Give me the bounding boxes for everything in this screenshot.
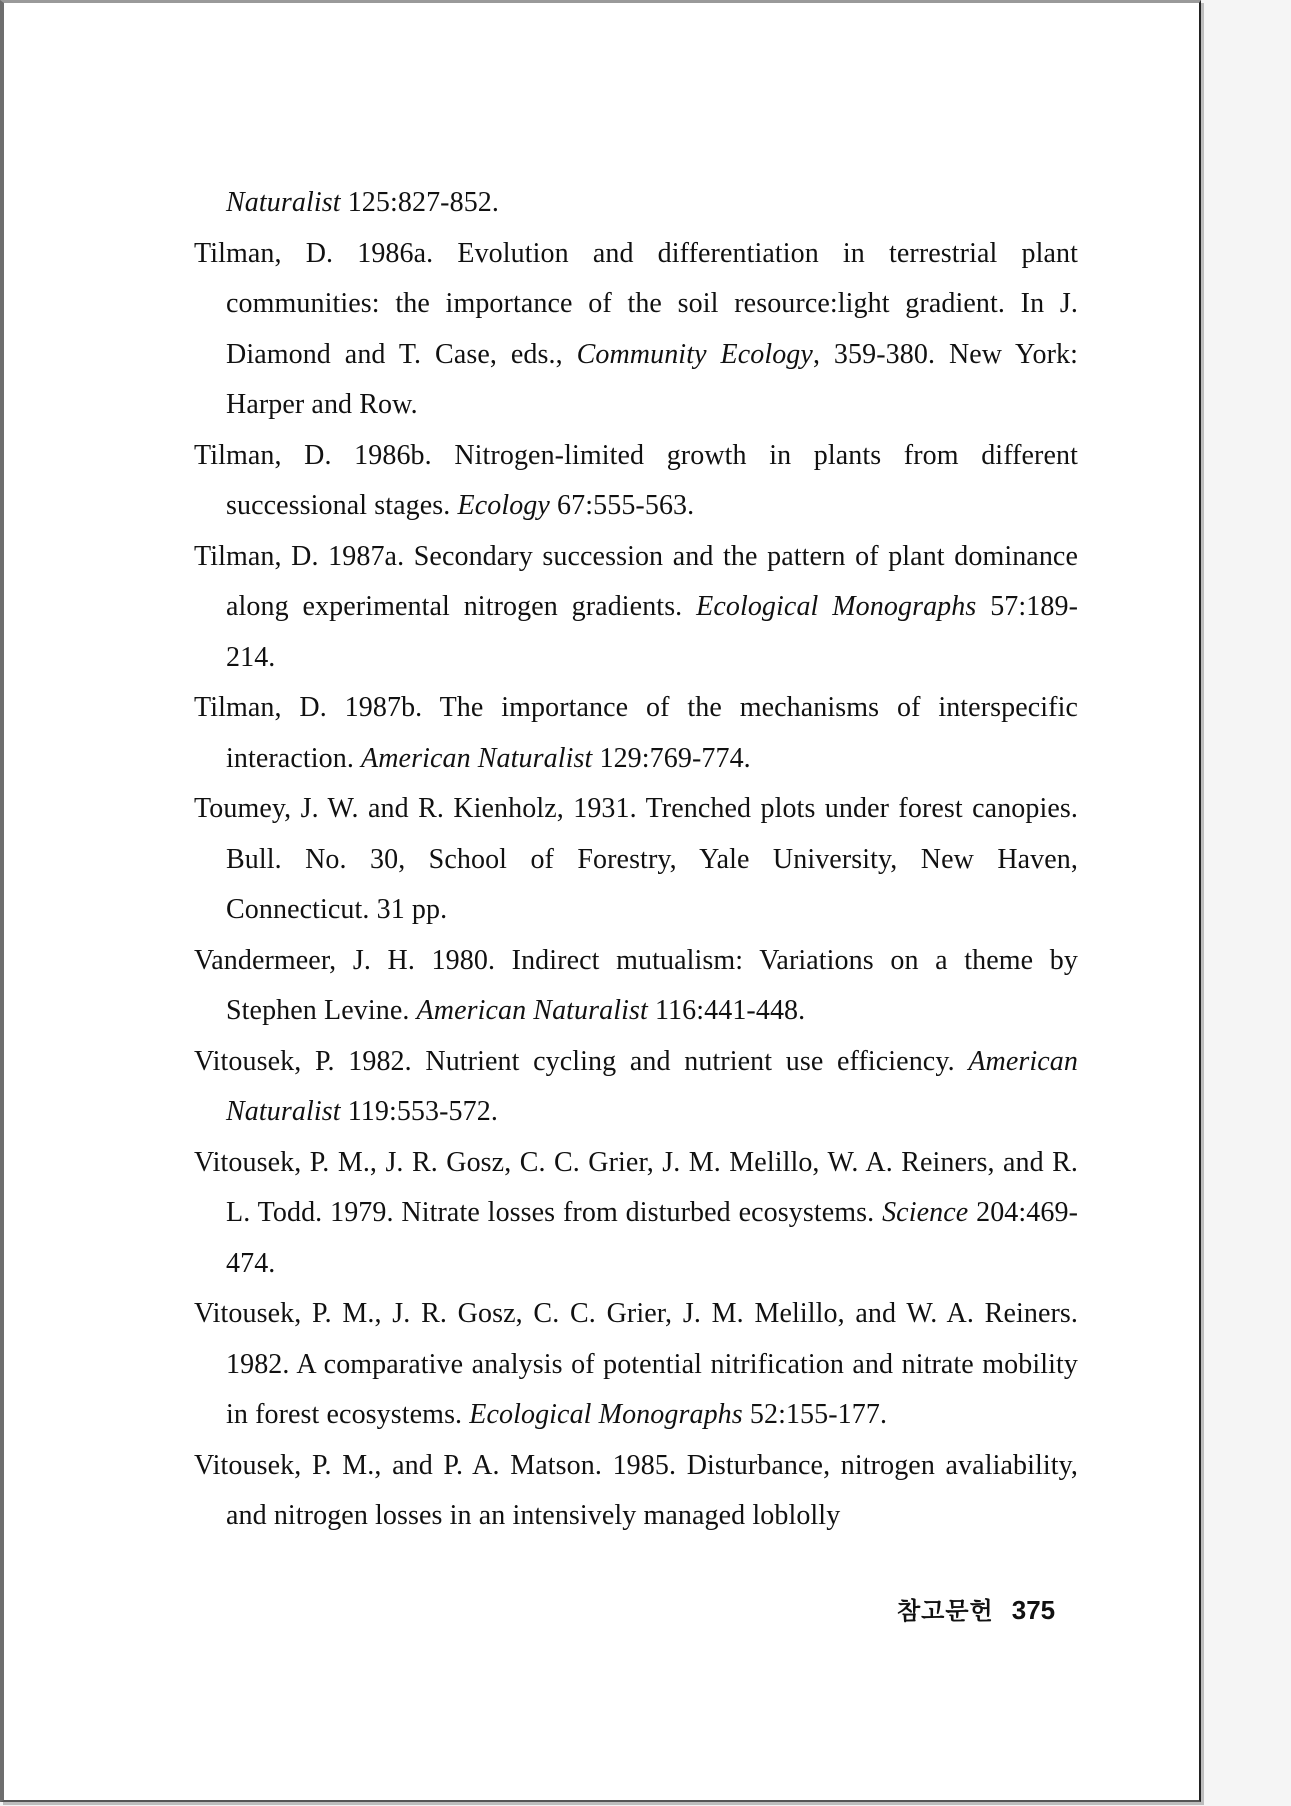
reference-entry <box>194 229 1078 431</box>
page-footer <box>897 1591 1055 1626</box>
running-footer-title: 참고문헌 <box>897 1597 994 1625</box>
reference-entry <box>194 532 1078 684</box>
reference-text: , 359-380. New York: Harper and Row. <box>226 338 1078 420</box>
reference-entry <box>194 1441 1078 1542</box>
reference-text: Tilman, D. 1987a. Secondary succession and the pattern of plant dominance along experimental nitrogen gradients. <box>194 540 1078 622</box>
reference-text: Vandermeer, J. H. 1980. Indirect mutualism: Variations on a theme by Stephen Levine. <box>194 944 1078 1026</box>
reference-text: 52:155-177. <box>742 1399 888 1430</box>
reference-source-title: American Naturalist <box>416 995 648 1026</box>
reference-text: Vitousek, P. M., J. R. Gosz, C. C. Grier, J. M. Melillo, W. A. Reiners, and R. L. Todd. 1979. Nitrate losses from disturbed ecosystems. <box>194 1146 1078 1228</box>
reference-source-title: Community Ecology <box>576 338 813 370</box>
reference-source-title: Naturalist <box>226 187 341 218</box>
reference-entry <box>194 1289 1078 1441</box>
reference-text: Tilman, D. 1986a. Evolution and differentiation in terrestrial plant communities: the importance of the soil resource:light gradient. In J. Diamond and T. Case, eds., <box>194 237 1078 370</box>
reference-entry <box>194 683 1078 784</box>
reference-text: 204:469-474. <box>226 1197 1078 1279</box>
reference-entry <box>194 784 1078 936</box>
reference-text: 116:441-448. <box>647 995 806 1026</box>
reference-source-title: Science <box>882 1197 969 1228</box>
reference-source-title: Ecology <box>457 490 550 521</box>
reference-text: 129:769-774. <box>592 742 751 774</box>
page-number: 375 <box>1011 1595 1056 1625</box>
reference-source-title: Ecological Monographs <box>469 1399 743 1430</box>
reference-text: 119:553-572. <box>340 1096 498 1127</box>
reference-source-title: American Naturalist <box>361 742 593 774</box>
reference-text: Vitousek, P. M., J. R. Gosz, C. C. Grier, J. M. Melillo, and W. A. Reiners. 1982. A comparative analysis of potential nitrification and nitrate mobility in forest ecosystems. <box>194 1298 1078 1430</box>
reference-text: Vitousek, P. 1982. Nutrient cycling and nutrient use efficiency. <box>194 1045 969 1077</box>
reference-source-title: American Naturalist <box>226 1045 1078 1127</box>
reference-source-title: Ecological Monographs <box>696 591 977 622</box>
reference-entry <box>194 178 1078 229</box>
reference-text: Vitousek, P. M., and P. A. Matson. 1985. Disturbance, nitrogen avaliability, and nitrogen losses in an intensively managed loblolly <box>194 1449 1078 1531</box>
reference-text: 67:555-563. <box>549 490 695 521</box>
reference-entry <box>194 936 1078 1037</box>
reference-entry <box>194 1037 1078 1138</box>
reference-entry <box>194 431 1078 532</box>
reference-list <box>194 178 1078 1542</box>
reference-entry <box>194 1138 1078 1290</box>
reference-text: Toumey, J. W. and R. Kienholz, 1931. Trenched plots under forest canopies. Bull. No. 30, School of Forestry, Yale University, New Haven, Connecticut. 31 pp. <box>194 793 1078 925</box>
reference-text: 125:827-852. <box>340 187 499 218</box>
reference-text: 57:189-214. <box>226 591 1079 673</box>
reference-text: Tilman, D. 1986b. Nitrogen-limited growth in plants from different successional stages. <box>194 439 1078 521</box>
reference-text: Tilman, D. 1987b. The importance of the mechanisms of interspecific interaction. <box>194 692 1078 774</box>
